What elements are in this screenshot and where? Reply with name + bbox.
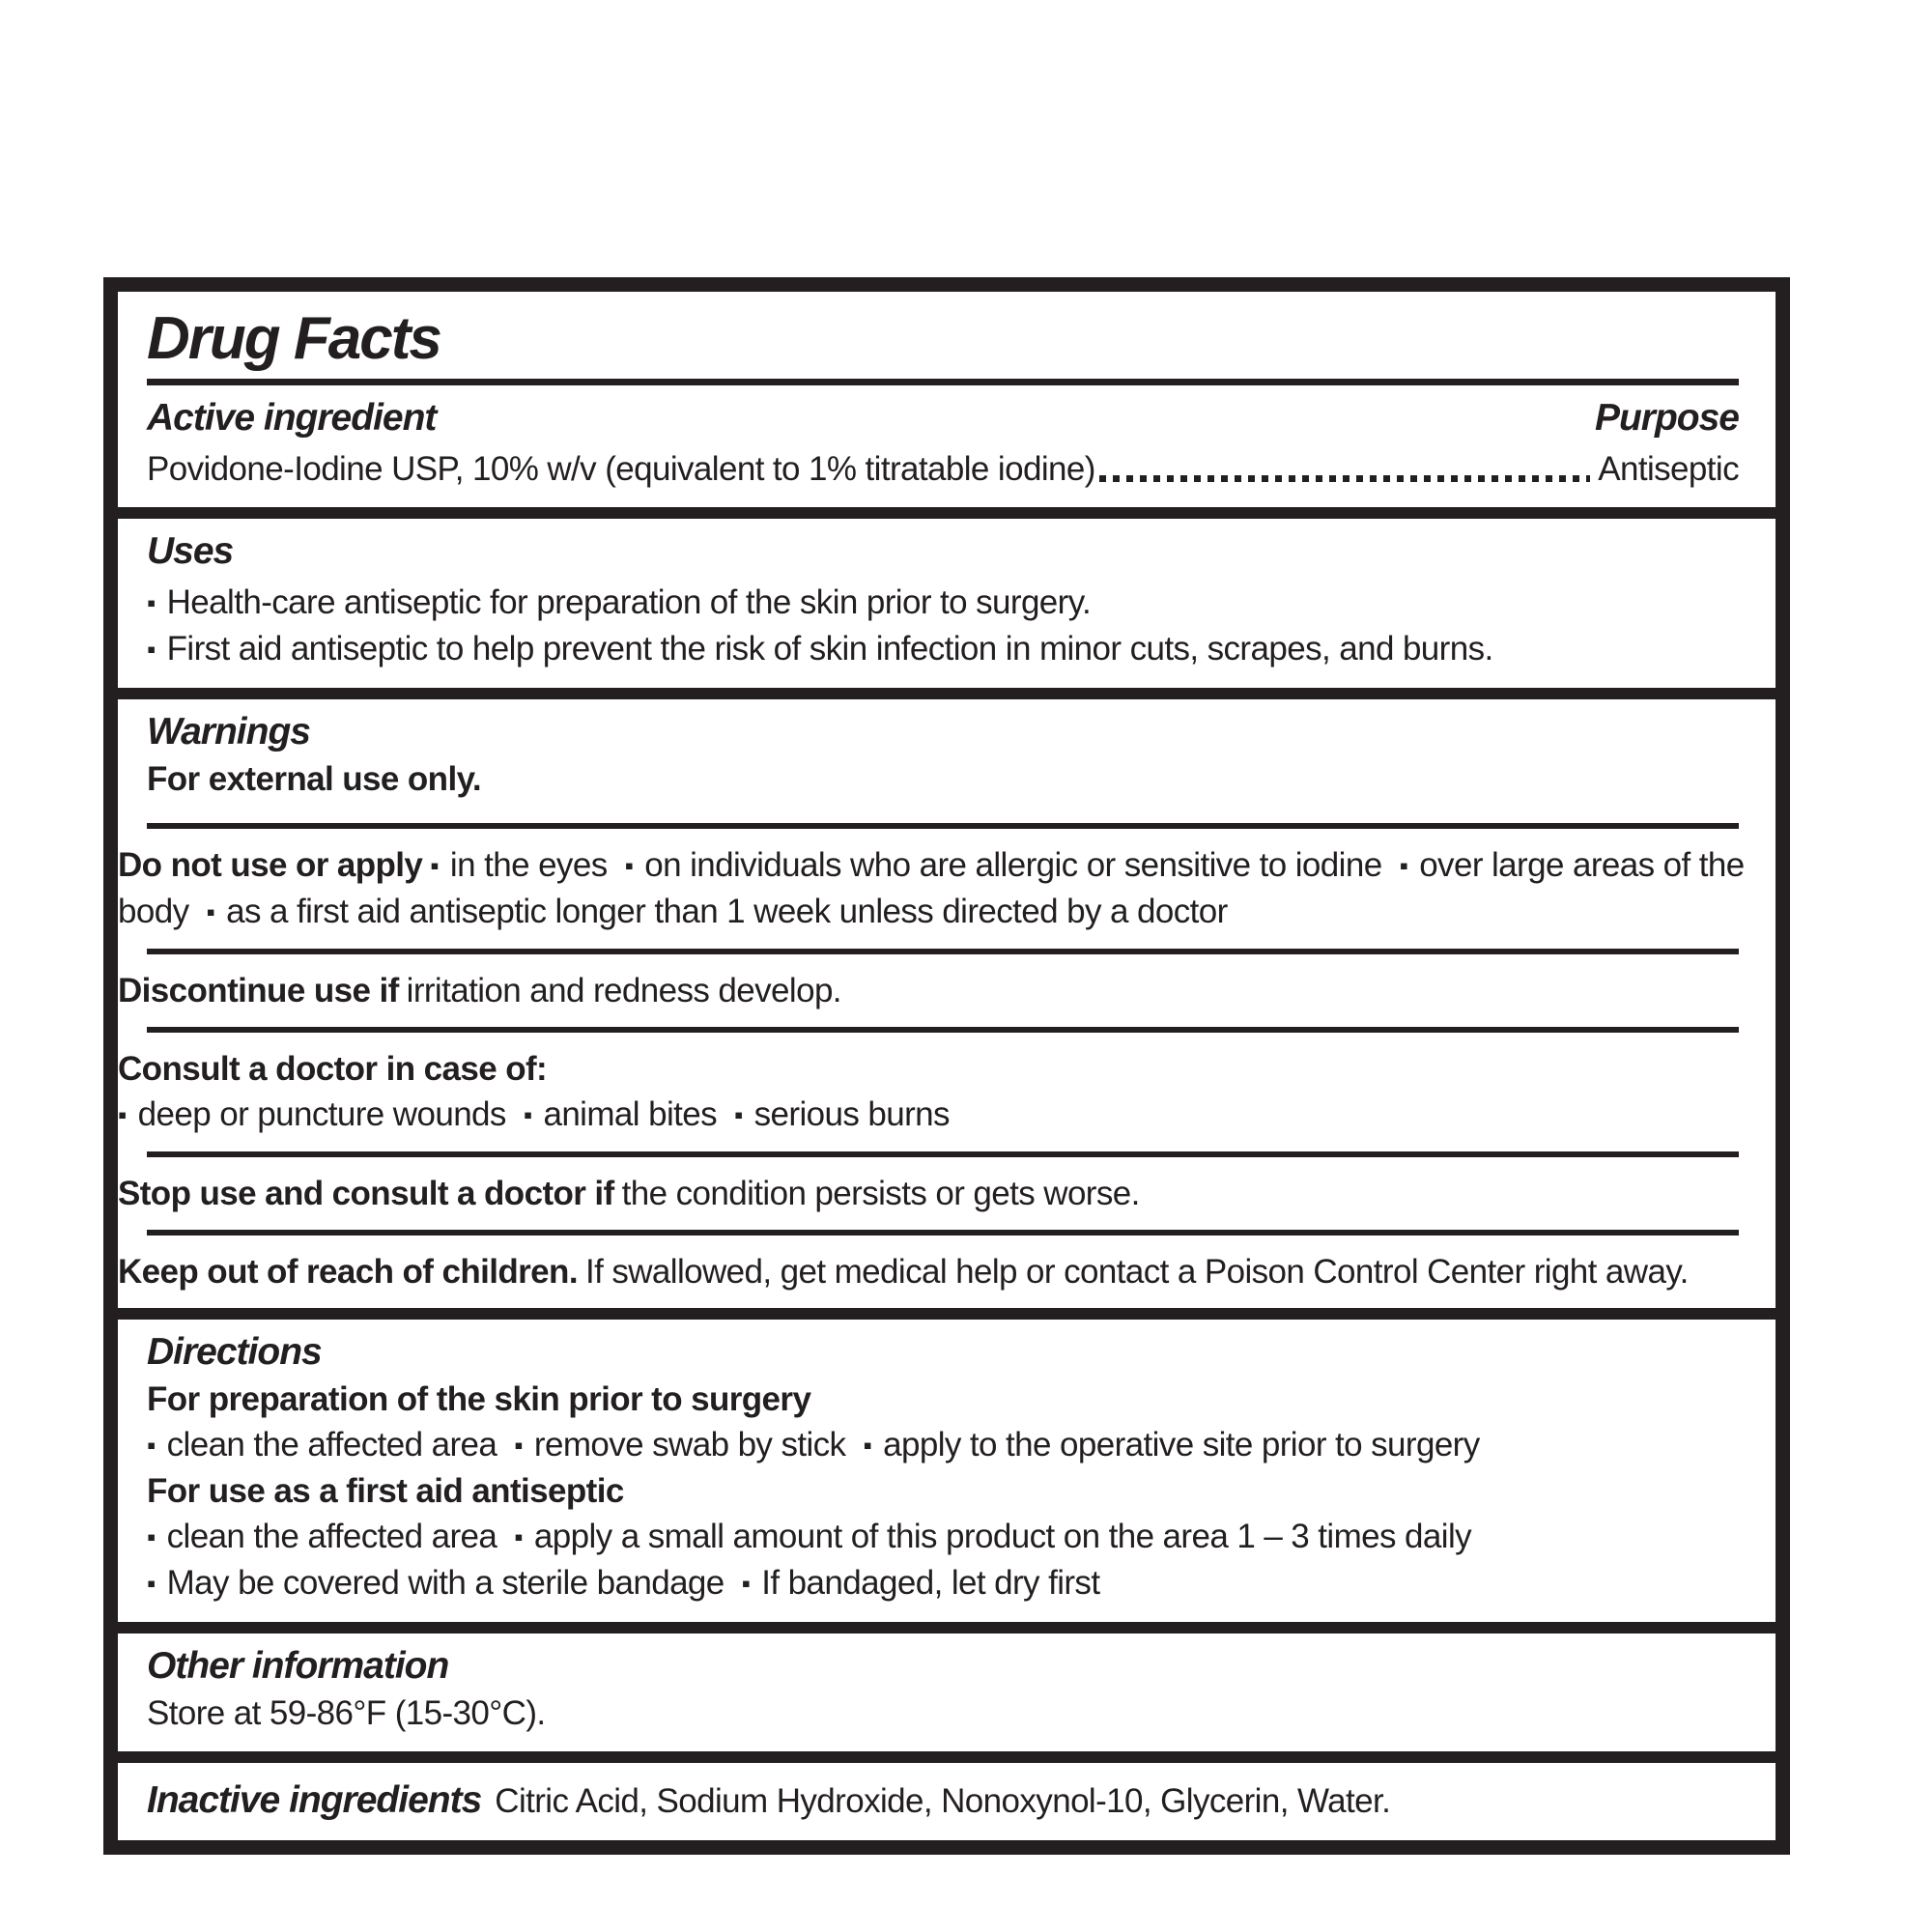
uses-item-text: Health-care antiseptic for preparation of the skin prior to surgery.	[166, 583, 1092, 621]
directions-surgery-items	[147, 1422, 1739, 1468]
section-divider	[118, 1308, 1776, 1320]
uses-item	[147, 626, 1739, 672]
warnings-rule	[147, 1230, 1739, 1236]
active-ingredient-heading: Active ingredient	[147, 397, 437, 439]
stop-use-block	[118, 1169, 1776, 1218]
warnings-rule	[147, 823, 1739, 829]
bullet-icon: ▪	[147, 588, 156, 617]
bullet-icon: ▪	[863, 1431, 872, 1460]
warnings-heading: Warnings	[147, 711, 310, 753]
bullet-icon: ▪	[430, 851, 439, 880]
other-information-section	[118, 1634, 1776, 1751]
keep-out-block	[118, 1247, 1776, 1308]
warnings-rule	[147, 1027, 1739, 1033]
do-not-use-item: as a first aid antiseptic longer than 1 week unless directed by a doctor	[226, 893, 1228, 930]
inactive-ingredients-heading: Inactive ingredients	[147, 1779, 482, 1821]
warnings-section	[118, 699, 1776, 811]
page-title: Drug Facts	[147, 305, 440, 372]
bullet-icon: ▪	[147, 1431, 156, 1460]
bullet-icon: ▪	[206, 897, 215, 926]
directions-heading: Directions	[147, 1331, 322, 1373]
directions-first-aid-heading: For use as a first aid antiseptic	[147, 1472, 624, 1510]
bullet-icon: ▪	[624, 851, 634, 880]
section-divider	[118, 1622, 1776, 1634]
bullet-icon: ▪	[734, 1100, 743, 1129]
directions-first-aid-line2	[147, 1560, 1739, 1606]
uses-section	[118, 519, 1776, 688]
stop-use-text: the condition persists or gets worse.	[621, 1175, 1140, 1212]
directions-item: apply to the operative site prior to surgery	[883, 1426, 1480, 1463]
active-ingredient-name: Povidone-Iodine USP, 10% w/v (equivalent to 1% titratable iodine)	[147, 450, 1095, 488]
do-not-use-block	[118, 840, 1776, 937]
stop-use-lead: Stop use and consult a doctor if	[118, 1175, 614, 1212]
bullet-icon: ▪	[523, 1100, 532, 1129]
drug-facts-panel	[103, 277, 1790, 1855]
discontinue-text: irritation and redness develop.	[406, 972, 841, 1009]
directions-item: clean the affected area	[166, 1426, 497, 1463]
consult-item: deep or puncture wounds	[137, 1095, 506, 1133]
bullet-icon: ▪	[514, 1431, 523, 1460]
directions-surgery-heading: For preparation of the skin prior to surgery	[147, 1380, 811, 1418]
bullet-icon: ▪	[118, 1100, 127, 1129]
do-not-use-lead: Do not use or apply	[118, 846, 423, 884]
title-section	[118, 292, 1776, 373]
other-information-heading: Other information	[147, 1645, 449, 1687]
consult-doctor-lead: Consult a doctor in case of:	[118, 1050, 548, 1088]
active-ingredient-section	[118, 385, 1776, 507]
consult-item: animal bites	[543, 1095, 718, 1133]
bullet-icon: ▪	[147, 635, 156, 664]
inactive-ingredients-section	[118, 1763, 1776, 1840]
directions-item: remove swab by stick	[533, 1426, 846, 1463]
consult-item: serious burns	[753, 1095, 950, 1133]
uses-heading: Uses	[147, 530, 234, 572]
directions-item: apply a small amount of this product on the area 1 – 3 times daily	[533, 1518, 1472, 1555]
do-not-use-item: on individuals who are allergic or sensitive to iodine	[644, 846, 1382, 884]
keep-out-lead: Keep out of reach of children.	[118, 1253, 578, 1291]
directions-item: If bandaged, let dry first	[761, 1564, 1100, 1602]
consult-doctor-block	[118, 1044, 1776, 1140]
keep-out-text: If swallowed, get medical help or contact a Poison Control Center right away.	[584, 1253, 1689, 1291]
directions-item: clean the affected area	[166, 1518, 497, 1555]
section-divider	[118, 1751, 1776, 1763]
consult-doctor-items	[118, 1092, 1776, 1138]
purpose-value: Antiseptic	[1598, 450, 1739, 488]
uses-item-text: First aid antiseptic to help prevent the risk of skin infection in minor cuts, scrapes, and burns.	[166, 630, 1493, 668]
section-divider	[118, 507, 1776, 519]
external-use-statement: For external use only.	[147, 760, 481, 798]
bullet-icon: ▪	[147, 1569, 156, 1598]
discontinue-block	[118, 966, 1776, 1015]
storage-text: Store at 59-86°F (15-30°C).	[147, 1694, 546, 1732]
do-not-use-item: in the eyes	[449, 846, 608, 884]
dotted-leader	[1099, 475, 1590, 482]
bullet-icon: ▪	[741, 1569, 751, 1598]
section-divider	[118, 688, 1776, 699]
directions-item: May be covered with a sterile bandage	[166, 1564, 724, 1602]
warnings-rule	[147, 1151, 1739, 1157]
inactive-ingredients-text: Citric Acid, Sodium Hydroxide, Nonoxynol-10, Glycerin, Water.	[495, 1782, 1391, 1820]
uses-item	[147, 580, 1739, 626]
bullet-icon: ▪	[1399, 851, 1408, 880]
purpose-heading: Purpose	[1594, 397, 1739, 439]
directions-first-aid-line1	[147, 1514, 1739, 1560]
warnings-rule	[147, 949, 1739, 954]
directions-section	[118, 1320, 1776, 1622]
bullet-icon: ▪	[147, 1522, 156, 1551]
discontinue-lead: Discontinue use if	[118, 972, 399, 1009]
bullet-icon: ▪	[514, 1522, 523, 1551]
do-not-use-item: over large areas of the body	[118, 846, 1745, 930]
title-rule	[147, 379, 1739, 385]
